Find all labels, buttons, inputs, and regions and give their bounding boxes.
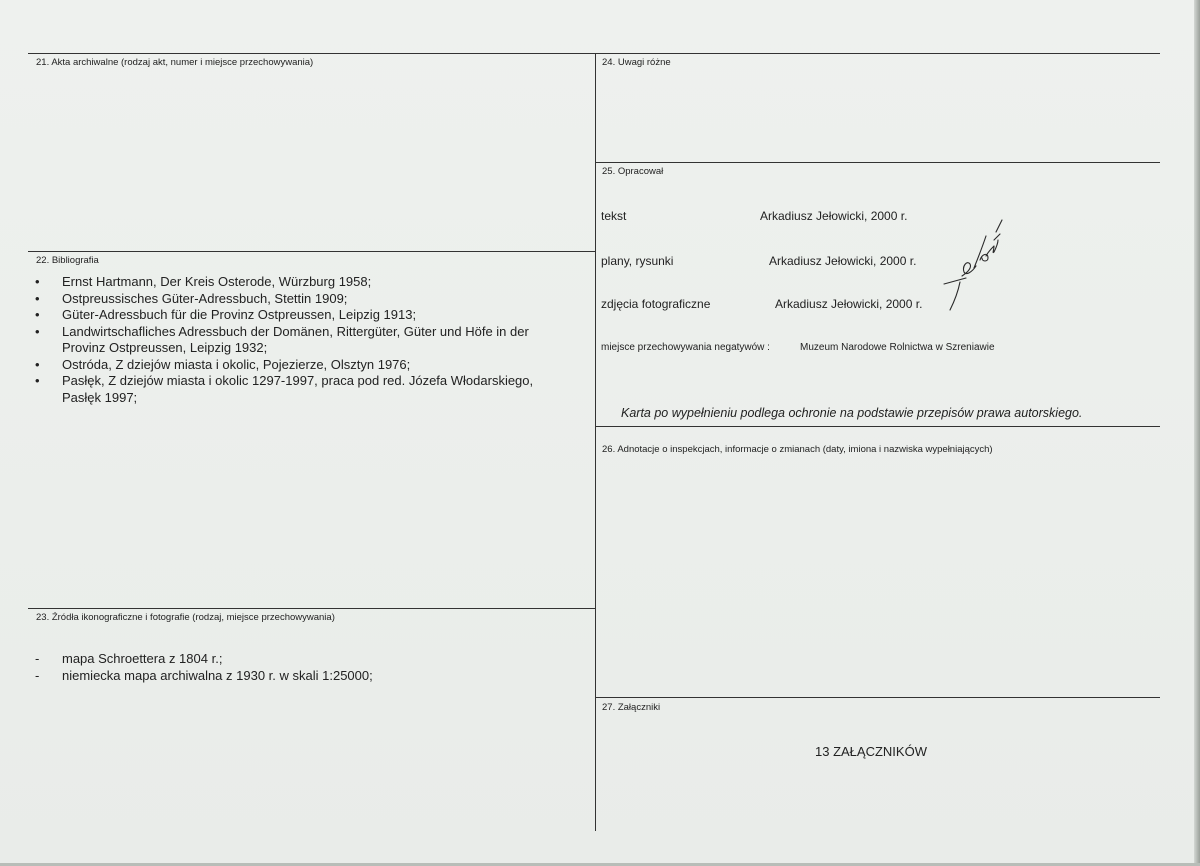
bullet-icon: • <box>35 307 40 322</box>
dash-icon: - <box>35 667 40 683</box>
bibliography-list <box>35 274 590 406</box>
section-24-label: 24. Uwagi różne <box>602 57 671 68</box>
prepared-text-key: tekst <box>601 209 627 223</box>
paper-edge <box>1194 0 1200 866</box>
rule-26-27 <box>595 697 1160 698</box>
list-item: • Pasłęk, Z dziejów miasta i okolic 1297-1997, praca pod red. Józefa Włodarskiego, Pasłęk 1997; <box>35 373 534 405</box>
section-21-label: 21. Akta archiwalne (rodzaj akt, numer i miejsce przechowywania) <box>36 57 314 68</box>
negatives-value: Muzeum Narodowe Rolnictwa w Szreniawie <box>800 342 995 353</box>
list-item: • Ostpreussisches Güter-Adressbuch, Stettin 1909; <box>35 290 348 306</box>
attachments-count: 13 ZAŁĄCZNIKÓW <box>815 744 927 759</box>
prepared-plans-key: plany, rysunki <box>601 254 674 268</box>
bullet-icon: • <box>35 323 40 339</box>
rule-22-23 <box>28 608 595 609</box>
list-item: - niemiecka mapa archiwalna z 1930 r. w skali 1:25000; <box>35 667 373 683</box>
list-item: • Ostróda, Z dziejów miasta i okolic, Pojezierze, Olsztyn 1976; <box>35 356 411 372</box>
list-item: • Ernst Hartmann, Der Kreis Osterode, Würzburg 1958; <box>35 274 372 289</box>
sources-list <box>35 651 590 684</box>
bullet-icon: • <box>35 290 40 306</box>
list-item: • Güter-Adressbuch für die Provinz Ostpreussen, Leipzig 1913; <box>35 307 417 322</box>
top-rule <box>28 53 1160 54</box>
section-27-label: 27. Załączniki <box>602 702 661 713</box>
section-26-label: 26. Adnotacje o inspekcjach, informacje o zmianach (daty, imiona i nazwiska wypełniających) <box>602 444 993 455</box>
bullet-icon: • <box>35 373 40 388</box>
section-22-label: 22. Bibliografia <box>36 255 99 266</box>
prepared-text-value: Arkadiusz Jełowicki, 2000 r. <box>760 209 908 223</box>
rule-24-25 <box>595 162 1160 163</box>
copyright-note: Karta po wypełnieniu podlega ochronie na podstawie przepisów prawa autorskiego. <box>621 406 1083 420</box>
section-23-label: 23. Źródła ikonograficzne i fotografie (rodzaj, miejsce przechowywania) <box>36 612 335 623</box>
prepared-photos-value: Arkadiusz Jełowicki, 2000 r. <box>775 297 923 311</box>
column-divider <box>595 53 596 831</box>
list-item: • Landwirtschafliches Adressbuch der Domänen, Rittergüter, Güter und Höfe in der Provinz Ostpreussen, Leipzig 1932; <box>35 323 529 355</box>
rule-21-22 <box>28 251 595 252</box>
rule-25-26 <box>595 426 1160 427</box>
prepared-photos-key: zdjęcia fotograficzne <box>601 297 711 311</box>
prepared-plans-value: Arkadiusz Jełowicki, 2000 r. <box>769 254 917 268</box>
bullet-icon: • <box>35 274 40 289</box>
dash-icon: - <box>35 651 40 666</box>
negatives-label: miejsce przechowywania negatywów : <box>601 342 770 353</box>
section-25-label: 25. Opracował <box>602 166 664 177</box>
handwritten-signature <box>936 210 1006 320</box>
list-item: - mapa Schroettera z 1804 r.; <box>35 651 223 666</box>
bullet-icon: • <box>35 356 40 372</box>
